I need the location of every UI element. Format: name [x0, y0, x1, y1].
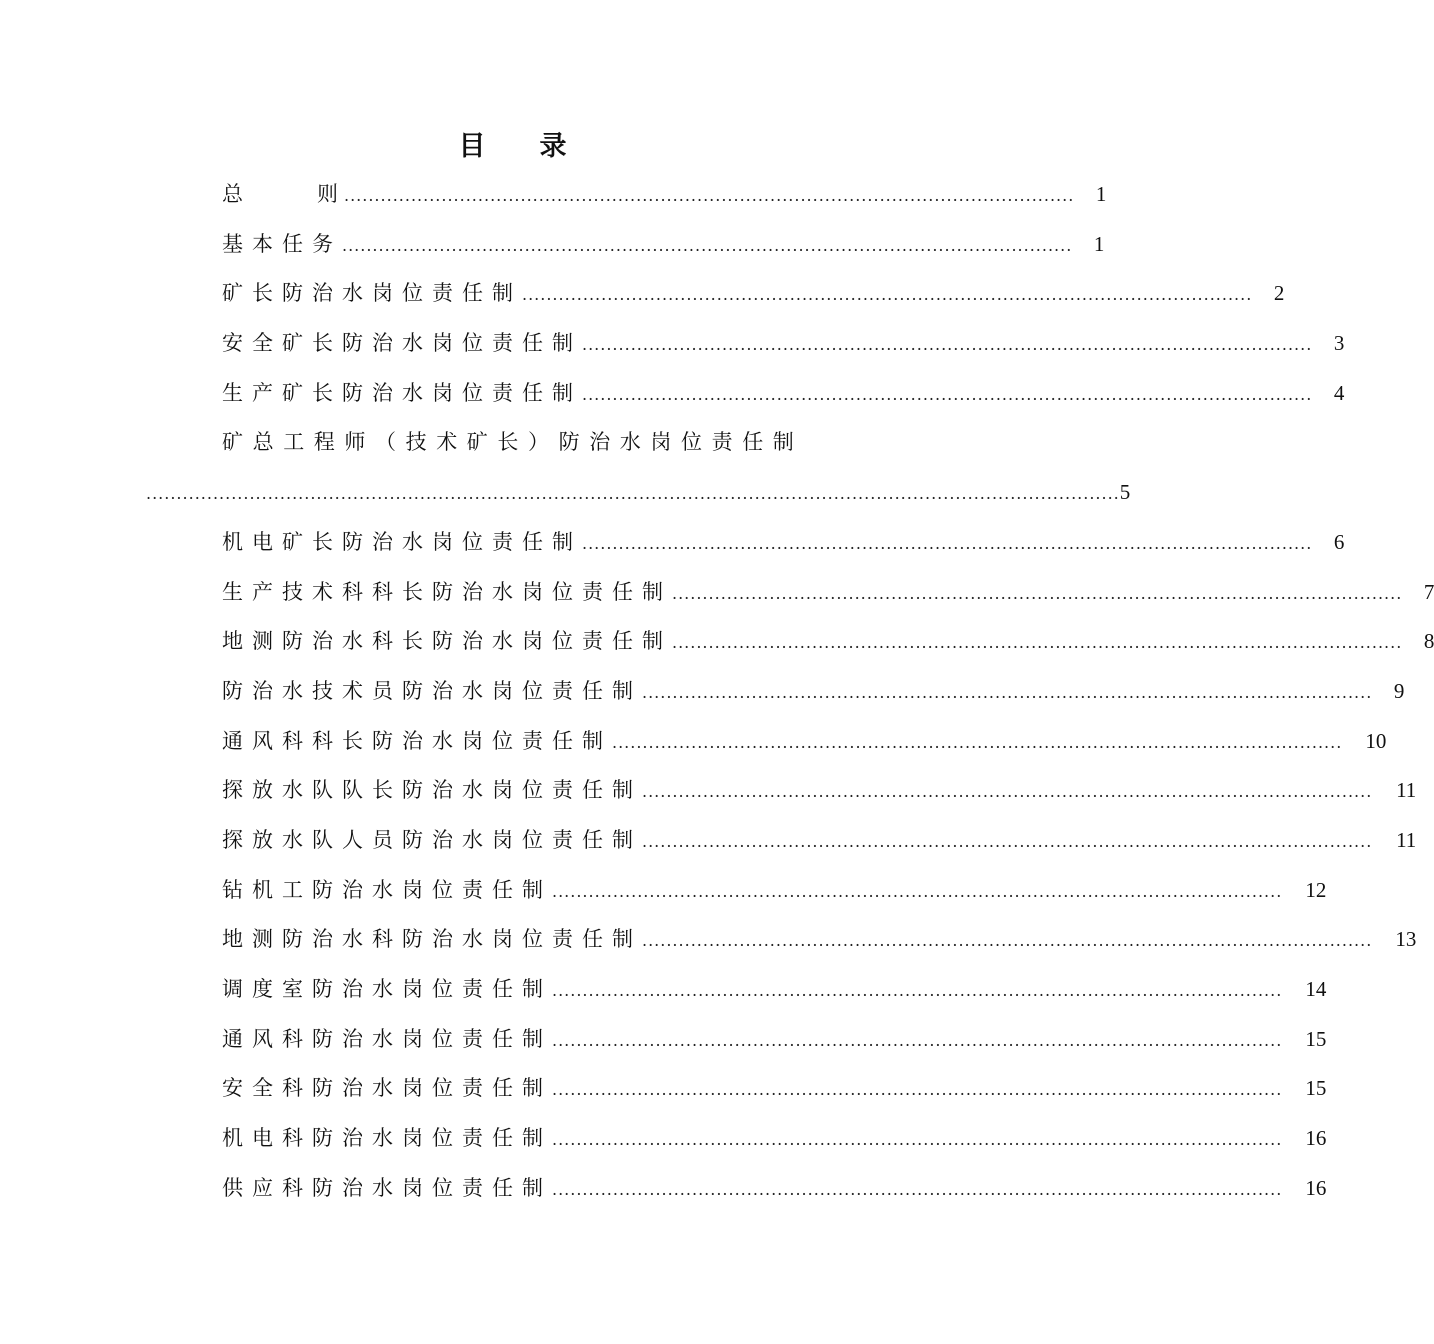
toc-entry-label: 矿总工程师（技术矿长）防治水岗位责任制	[222, 430, 804, 455]
toc-entry[interactable]	[222, 269, 1285, 319]
toc-page-number: 9	[1393, 678, 1405, 703]
toc-entry-label: 生产技术科科长防治水岗位责任制	[222, 579, 672, 604]
toc-entry-label: 通风科防治水岗位责任制	[222, 1026, 552, 1051]
toc-entry-label: 钻机工防治水岗位责任制	[222, 877, 552, 902]
toc-entry-label: 供应科防治水岗位责任制	[222, 1175, 552, 1200]
toc-leader-dots: ........................................................................................................................	[552, 981, 1283, 1000]
toc-entry-label: 探放水队人员防治水岗位责任制	[222, 827, 642, 852]
toc-page-number: 6	[1333, 529, 1345, 554]
toc-entry[interactable]	[222, 1015, 1327, 1065]
toc-page-number: 12	[1305, 877, 1327, 902]
toc-entry[interactable]	[222, 717, 1387, 767]
toc-page-number: 14	[1305, 977, 1327, 1001]
toc-page-number: 15	[1305, 1076, 1327, 1101]
toc-page-number: 16	[1305, 1126, 1327, 1151]
toc-entry[interactable]	[222, 1164, 1327, 1214]
toc-title-right: 录	[539, 131, 569, 162]
toc-entry[interactable]	[222, 319, 1345, 369]
toc-entry[interactable]	[222, 816, 1417, 866]
toc-page-number: 11	[1396, 827, 1417, 852]
toc-entry-label: 调度室防治水岗位责任制	[222, 977, 552, 1001]
toc-page-number: 11	[1396, 778, 1417, 803]
toc-title-left: 目	[458, 131, 488, 162]
toc-entry[interactable]	[222, 667, 1405, 717]
toc-leader-dots: ........................................................................................................................	[582, 335, 1313, 355]
toc-entry-label: 总 则	[222, 182, 338, 206]
toc-leader-dots: ........................................................................................................................	[552, 1030, 1283, 1050]
toc-entry[interactable]	[222, 170, 1107, 220]
toc-page-number: 1	[1093, 231, 1105, 256]
toc-page-number: 8	[1423, 629, 1434, 654]
toc-page-number: 10	[1365, 728, 1387, 753]
table-of-contents	[146, 170, 1434, 1213]
toc-page-number: 2	[1273, 281, 1285, 306]
toc-page-number: 5	[1119, 480, 1131, 505]
toc-leader-dots: ........................................................................................................................	[642, 782, 1373, 802]
toc-title	[0, 124, 1027, 163]
toc-entry-label: 矿长防治水岗位责任制	[222, 281, 522, 306]
toc-page-number: 15	[1305, 1026, 1327, 1051]
toc-leader-dots: ........................................................................................................................	[582, 384, 1313, 404]
toc-entry[interactable]	[222, 1114, 1327, 1164]
toc-entry-label: 安全矿长防治水岗位责任制	[222, 331, 582, 356]
toc-entry[interactable]	[222, 1064, 1327, 1114]
toc-entry-label: 探放水队队长防治水岗位责任制	[222, 778, 642, 803]
toc-entry[interactable]	[222, 518, 1345, 568]
toc-page-number: 7	[1423, 579, 1434, 604]
toc-leader-dots: ........................................................................................................................	[642, 682, 1373, 702]
toc-entry-label: 安全科防治水岗位责任制	[222, 1076, 552, 1101]
toc-leader-dots: ........................................................................................................................	[552, 1080, 1283, 1100]
toc-page-number: 1	[1095, 182, 1107, 206]
toc-entry-label: 机电矿长防治水岗位责任制	[222, 529, 582, 554]
toc-page-number: 13	[1395, 927, 1417, 952]
toc-entry-label: 地测防治水科防治水岗位责任制	[222, 927, 642, 952]
toc-entry[interactable]	[222, 220, 1105, 270]
toc-leader-dots: ........................................................................................................................	[552, 1179, 1283, 1199]
toc-entry-label: 生产矿长防治水岗位责任制	[222, 380, 582, 405]
toc-entry[interactable]	[222, 965, 1327, 1015]
toc-leader-dots: ........................................................................................................................	[344, 186, 1075, 205]
toc-entry[interactable]	[222, 568, 1434, 618]
toc-leader-dots: ........................................................................................................................	[642, 931, 1373, 951]
toc-entry-label: 地测防治水科长防治水岗位责任制	[222, 629, 672, 654]
toc-entry[interactable]	[222, 369, 1345, 419]
toc-leader-dots: ........................................................................................................................	[522, 285, 1253, 305]
toc-entry[interactable]	[222, 617, 1434, 667]
toc-leader-dots: ........................................................................................................................	[642, 831, 1373, 851]
toc-entry-label: 基本任务	[222, 231, 342, 256]
toc-entry[interactable]	[222, 766, 1417, 816]
toc-leader-dots: ................................................................................................................................................................	[146, 484, 1120, 504]
toc-page-number: 3	[1333, 331, 1345, 356]
toc-leader-dots: ........................................................................................................................	[582, 533, 1313, 553]
toc-entry-label: 机电科防治水岗位责任制	[222, 1126, 552, 1151]
toc-page-number: 16	[1305, 1175, 1327, 1200]
toc-leader-dots: ........................................................................................................................	[672, 633, 1403, 653]
toc-entry[interactable]	[222, 866, 1327, 916]
toc-leader-dots: ........................................................................................................................	[552, 1130, 1283, 1150]
toc-leader-dots: ........................................................................................................................	[552, 881, 1283, 901]
toc-entry[interactable]	[222, 915, 1417, 965]
toc-entry-label: 通风科科长防治水岗位责任制	[222, 728, 612, 753]
toc-leader-dots: ........................................................................................................................	[672, 583, 1403, 603]
toc-leader-dots: ........................................................................................................................	[612, 732, 1343, 752]
toc-entry-label: 防治水技术员防治水岗位责任制	[222, 678, 642, 703]
toc-leader-dots: ........................................................................................................................	[342, 235, 1073, 255]
toc-entry-long[interactable]	[146, 418, 1131, 517]
toc-page-number: 4	[1333, 380, 1345, 405]
